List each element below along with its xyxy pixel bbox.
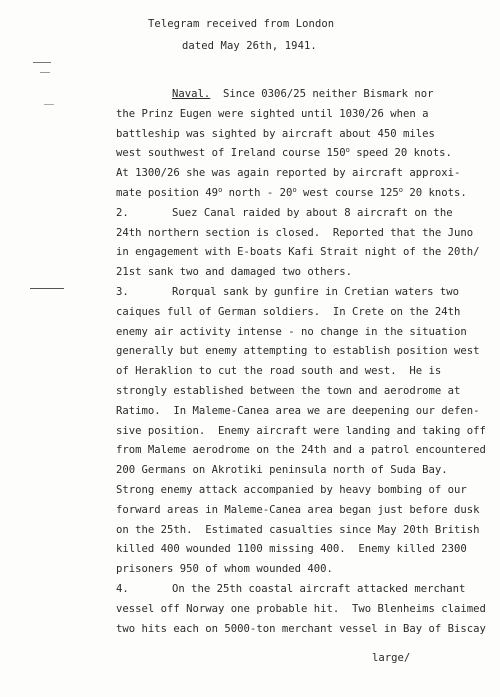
margin-mark [40,72,50,73]
paragraph-3-line: on the 25th. Estimated casualties since May 20th British [116,523,480,536]
paragraph-naval-line: west southwest of Ireland course 150$^o$ speed 20 knots. [116,146,452,160]
margin-mark [30,288,64,289]
paragraph-number: 2. [116,206,129,219]
paragraph-naval-line: the Prinz Eugen were sighted until 1030/26 when a [116,107,429,120]
paragraph-4-line: two hits each on 5000-ton merchant vessel in Bay of Biscay [116,622,486,635]
paragraph-3-line: strongly established between the town and aerodrome at [116,384,461,397]
paragraph-number: 4. [116,582,129,595]
paragraph-3-line: of Heraklion to cut the road south and west. He is [116,365,442,378]
paragraph-3-line: 3. Rorqual sank by gunfire in Cretian waters two [116,283,496,303]
paragraph-3-line: Strong enemy attack accompanied by heavy bombing of our [116,483,467,496]
paragraph-3-line: killed 400 wounded 1100 missing 400. Enemy killed 2300 [116,543,467,556]
paragraph-3-line: Ratimo. In Maleme-Canea area we are deepening our defen- [116,404,480,417]
paragraph-3-line: sive position. Enemy aircraft were landing and taking off [116,424,486,437]
naval-heading: Naval. [172,88,211,100]
paragraph-naval-line: At 1300/26 she was again reported by aircraft approxi- [116,167,461,180]
margin-mark [33,62,51,63]
paragraph-2-line: 24th northern section is closed. Reported that the Juno [116,226,474,239]
paragraph-3-line: from Maleme aerodrome on the 24th and a patrol encountered [116,444,486,457]
paragraph-2-line: in engagement with E-boats Kafi Strait night of the 20th/ [116,246,480,259]
paragraph-3-line: prisoners 950 of whom wounded 400. [116,563,333,576]
paragraph-3-line: forward areas in Maleme-Canea area began just before dusk [116,503,480,516]
paragraph-naval-line: Naval. Since 0306/25 neither Bismark nor [172,88,434,100]
paragraph-naval-line: battleship was sighted by aircraft about 450 miles [116,127,435,140]
paragraph-3-line: generally but enemy attempting to establish position west [116,345,480,358]
margin-mark [44,104,54,105]
paragraph-4-line: vessel off Norway one probable hit. Two Blenheims claimed [116,602,486,615]
telegram-body [116,85,496,639]
paragraph-3-line: 200 Germans on Akrotiki peninsula north of Suda Bay. [116,464,448,477]
paragraph-3-line: caiques full of German soldiers. In Crete on the 24th [116,305,461,318]
paragraph-naval-line: mate position 49$^o$ north - 20$^o$ west course 125$^o$ 20 knots. [116,185,467,199]
paragraph-2-line: 21st sank two and damaged two others. [116,266,352,279]
paragraph-3-line: enemy air activity intense - no change in the situation [116,325,467,338]
header-title: Telegram received from London [148,18,335,30]
paragraph-number: 3. [116,285,129,298]
continuation-word: large/ [372,652,411,664]
header-date: dated May 26th, 1941. [182,40,317,52]
paragraph-2-line: 2. Suez Canal raided by about 8 aircraft on the [116,204,496,224]
paragraph-4-line: 4. On the 25th coastal aircraft attacked merchant [116,580,496,600]
